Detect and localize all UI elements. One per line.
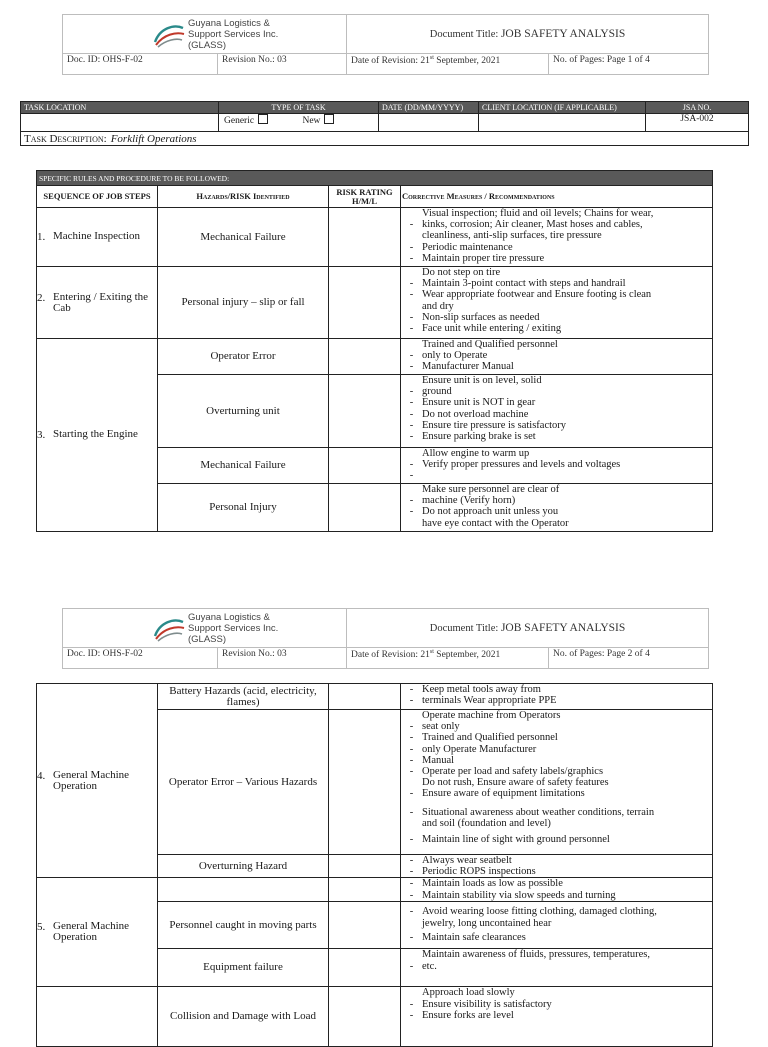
- company-name: Guyana Logistics & Support Services Inc. (GLASS): [188, 612, 279, 645]
- risk-rating-field[interactable]: [329, 484, 401, 532]
- doc-id: Doc. ID: OHS-F-02: [63, 648, 218, 669]
- table-row: [37, 684, 713, 710]
- col-measures: Corrective Measures / Recommendations: [401, 186, 713, 208]
- glass-logo-icon: [152, 616, 186, 642]
- page1-header: [62, 14, 709, 75]
- hazard: [158, 878, 329, 902]
- measures: - Maintain loads as low as possible - Maintain stability via slow speeds and turning: [401, 878, 713, 902]
- measures: Ensure unit is on level, solid - ground - Ensure unit is NOT in gear - Do not overload machine - Ensure tire pressure is satisfactory - Ensure parking brake is set: [401, 375, 713, 448]
- hazard: Mechanical Failure: [158, 208, 329, 267]
- generic-checkbox[interactable]: [258, 114, 268, 124]
- doc-id: Doc. ID: OHS-F-02: [63, 54, 218, 75]
- document-title: Document Title: JOB SAFETY ANALYSIS: [347, 609, 709, 648]
- document-title: Document Title: JOB SAFETY ANALYSIS: [347, 15, 709, 54]
- hazard: Overturning Hazard: [158, 855, 329, 878]
- step-2: 2. Entering / Exiting the Cab: [37, 267, 158, 339]
- table-row: [37, 878, 713, 902]
- task-description: Task Description: Forklift Operations: [21, 132, 749, 146]
- col-sequence: SEQUENCE OF JOB STEPS: [37, 186, 158, 208]
- hazard: Operator Error: [158, 339, 329, 375]
- measures: - Avoid wearing loose fitting clothing, damaged clothing, jewelry, long uncontained hear - Maintain safe clearances: [401, 902, 713, 949]
- revision-date: Date of Revision: 21st September, 2021: [347, 54, 549, 75]
- task-type-field: Generic New: [219, 114, 379, 132]
- hazard: Collision and Damage with Load: [158, 987, 329, 1047]
- hazard: Overturning unit: [158, 375, 329, 448]
- hazard: Mechanical Failure: [158, 448, 329, 484]
- client-location-header: CLIENT LOCATION (IF APPLICABLE): [479, 102, 646, 114]
- risk-rating-field[interactable]: [329, 375, 401, 448]
- measures: Trained and Qualified personnel - only to Operate - Manufacturer Manual: [401, 339, 713, 375]
- table-row: [37, 267, 713, 339]
- task-location-header: TASK LOCATION: [21, 102, 219, 114]
- logo-cell: [63, 609, 347, 648]
- task-type-header: TYPE OF TASK: [219, 102, 379, 114]
- measures: Operate machine from Operators - seat only - Trained and Qualified personnel - only Operate Manufacturer - Manual - Operate per load and safety labels/graphics Do not rush, Ensure aware of safety features - Ensure aware of equipment limitations - Situational awareness about weather conditions, terrain and soil (foundation and level) - Maintain line of sight with ground personnel: [401, 710, 713, 855]
- hazard: Personal Injury: [158, 484, 329, 532]
- task-location-field[interactable]: [21, 114, 219, 132]
- revision-no: Revision No.: 03: [218, 54, 347, 75]
- revision-date: Date of Revision: 21st September, 2021: [347, 648, 549, 669]
- step-4: 4. General Machine Operation: [37, 684, 158, 878]
- hazard: Personal injury – slip or fall: [158, 267, 329, 339]
- risk-rating-field[interactable]: [329, 710, 401, 855]
- rules-header: SPECIFIC RULES AND PROCEDURE TO BE FOLLOWED:: [37, 171, 713, 186]
- new-checkbox[interactable]: [324, 114, 334, 124]
- table-row: [37, 339, 713, 375]
- hazard: Equipment failure: [158, 949, 329, 987]
- client-location-field[interactable]: [479, 114, 646, 132]
- company-name: Guyana Logistics & Support Services Inc. (GLASS): [188, 18, 279, 51]
- risk-rating-field[interactable]: [329, 902, 401, 949]
- risk-rating-field[interactable]: [329, 855, 401, 878]
- page-count: No. of Pages: Page 1 of 4: [549, 54, 709, 75]
- page2-header: [62, 608, 709, 669]
- task-info-table: [20, 101, 749, 146]
- measures: - Keep metal tools away from - terminals Wear appropriate PPE: [401, 684, 713, 710]
- measures: Approach load slowly - Ensure visibility is satisfactory - Ensure forks are level: [401, 987, 713, 1047]
- glass-logo-icon: [152, 22, 186, 48]
- revision-no: Revision No.: 03: [218, 648, 347, 669]
- page-count: No. of Pages: Page 2 of 4: [549, 648, 709, 669]
- jsa-no-header: JSA NO.: [646, 102, 749, 114]
- col-risk-rating: RISK RATING H/M/L: [329, 186, 401, 208]
- risk-rating-field[interactable]: [329, 208, 401, 267]
- risk-rating-field[interactable]: [329, 448, 401, 484]
- risk-rating-field[interactable]: [329, 949, 401, 987]
- step-3: 3. Starting the Engine: [37, 339, 158, 532]
- jsa-no-value: JSA-002: [646, 114, 749, 132]
- hazard: Operator Error – Various Hazards: [158, 710, 329, 855]
- date-field[interactable]: [379, 114, 479, 132]
- jsa-table-page2: [36, 683, 713, 1047]
- risk-rating-field[interactable]: [329, 267, 401, 339]
- step-1: 1. Machine Inspection: [37, 208, 158, 267]
- table-row: [37, 208, 713, 267]
- jsa-table-page1: [36, 170, 713, 532]
- step-5: 5. General Machine Operation: [37, 878, 158, 987]
- risk-rating-field[interactable]: [329, 339, 401, 375]
- measures: Do not step on tire - Maintain 3-point contact with steps and handrail - Wear appropriate footwear and Ensure footing is clean and dry - Non-slip surfaces as needed - Face unit while entering / exiting: [401, 267, 713, 339]
- measures: Allow engine to warm up - Verify proper pressures and levels and voltages -: [401, 448, 713, 484]
- measures: - Always wear seatbelt - Periodic ROPS inspections: [401, 855, 713, 878]
- logo-cell: [63, 15, 347, 54]
- hazard: Personnel caught in moving parts: [158, 902, 329, 949]
- hazard: Battery Hazards (acid, electricity, flames): [158, 684, 329, 710]
- date-header: DATE (DD/MM/YYYY): [379, 102, 479, 114]
- risk-rating-field[interactable]: [329, 684, 401, 710]
- measures: Maintain awareness of fluids, pressures, temperatures, - etc.: [401, 949, 713, 987]
- risk-rating-field[interactable]: [329, 987, 401, 1047]
- measures: Visual inspection; fluid and oil levels; Chains for wear, - kinks, corrosion; Air cleaner, Mast hoses and cables, cleanliness, anti-slip surfaces, tire pressure - Periodic maintenance - Maintain proper tire pressure: [401, 208, 713, 267]
- step-6: [37, 987, 158, 1047]
- risk-rating-field[interactable]: [329, 878, 401, 902]
- table-row: [37, 987, 713, 1047]
- measures: Make sure personnel are clear of - machine (Verify horn) - Do not approach unit unless you have eye contact with the Operator: [401, 484, 713, 532]
- col-hazards: Hazards/RISK Identified: [158, 186, 329, 208]
